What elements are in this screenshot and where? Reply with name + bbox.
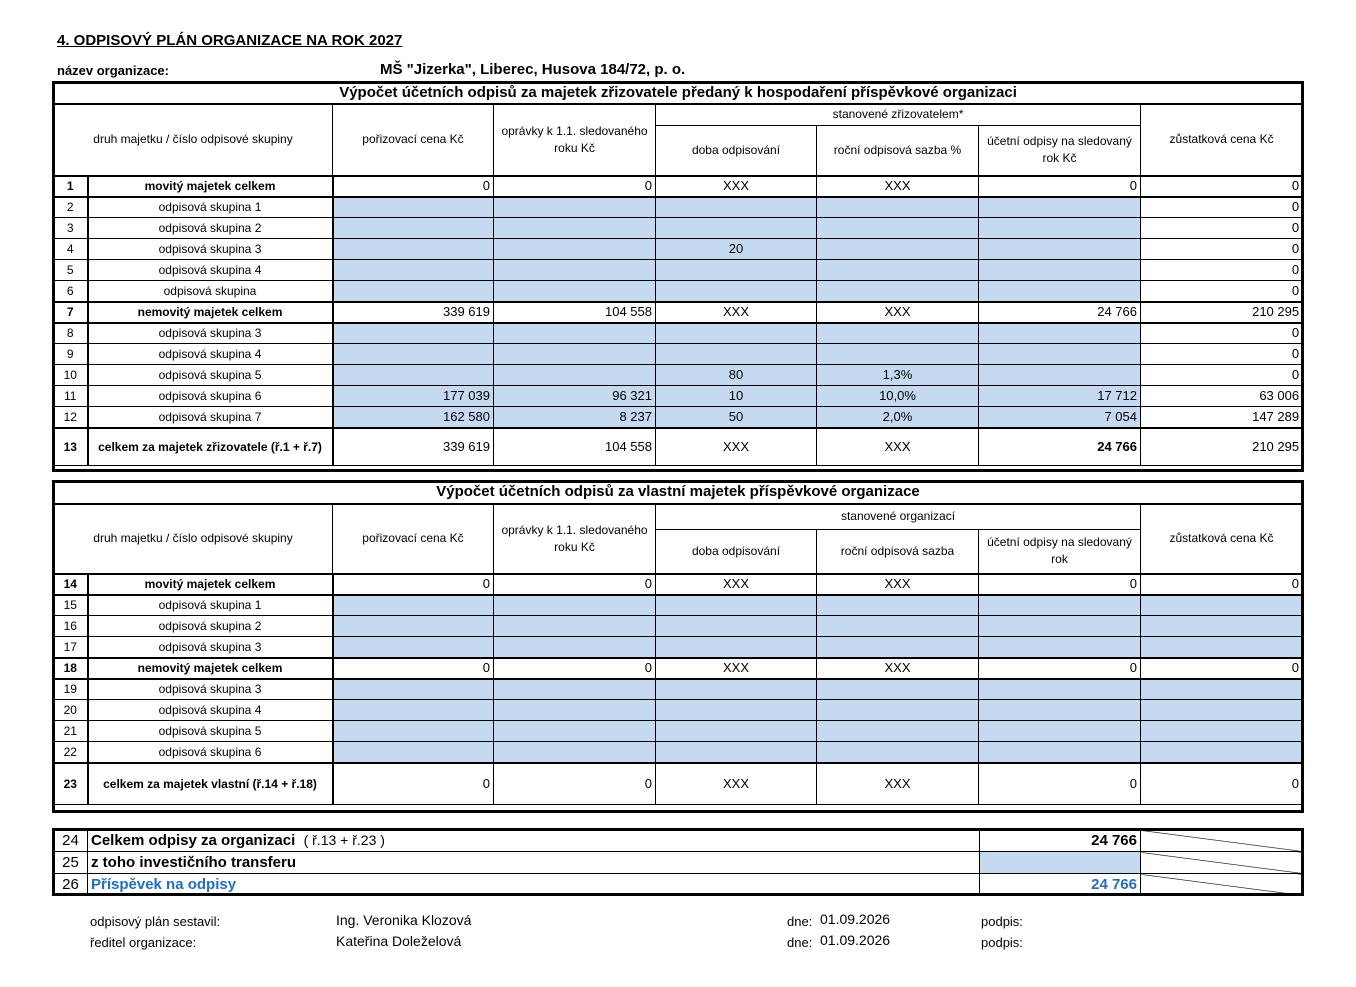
cost-cell[interactable]: [333, 197, 494, 218]
residual-cell: 0: [1141, 763, 1303, 805]
table-row: [54, 197, 1303, 218]
row-number: 18: [54, 658, 88, 679]
depreciation-cell[interactable]: [494, 616, 656, 637]
row-number: 15: [54, 595, 88, 616]
depreciation-cell[interactable]: [494, 323, 656, 344]
period-cell: XXX: [656, 176, 817, 197]
rate-cell[interactable]: [817, 239, 979, 260]
period-cell[interactable]: [656, 595, 817, 616]
period-cell[interactable]: [656, 637, 817, 658]
annual-cell: 24 766: [979, 428, 1141, 466]
cost-cell[interactable]: [333, 616, 494, 637]
table-row: [54, 260, 1303, 281]
table-row: [54, 323, 1303, 344]
residual-cell: 0: [1141, 365, 1303, 386]
rate-cell: XXX: [817, 763, 979, 805]
table-row: [54, 721, 1303, 742]
rate-cell[interactable]: [817, 700, 979, 721]
annual-cell[interactable]: [979, 700, 1141, 721]
residual-cell: 0: [1141, 176, 1303, 197]
cost-cell[interactable]: [333, 323, 494, 344]
row-label: odpisová skupina 1: [88, 197, 333, 218]
table-row: [54, 218, 1303, 239]
cost-cell[interactable]: [333, 679, 494, 700]
residual-cell: 0: [1141, 239, 1303, 260]
annual-cell[interactable]: [979, 365, 1141, 386]
period-cell[interactable]: [656, 281, 817, 302]
cost-cell[interactable]: [333, 365, 494, 386]
period-cell[interactable]: [656, 742, 817, 763]
row-label: movitý majetek celkem: [88, 176, 333, 197]
period-cell: XXX: [656, 658, 817, 679]
depreciation-cell[interactable]: [494, 218, 656, 239]
summary-contribution-label: Příspěvek na odpisy: [88, 874, 980, 896]
prepared-by-label: odpisový plán sestavil:: [90, 914, 221, 929]
cost-cell[interactable]: 177 039: [333, 386, 494, 407]
residual-cell: 0: [1141, 218, 1303, 239]
period-cell[interactable]: [656, 721, 817, 742]
col-period-header: doba odpisování: [656, 126, 817, 176]
table-row: [54, 386, 1303, 407]
row-number: 5: [54, 260, 88, 281]
rate-cell: XXX: [817, 574, 979, 595]
residual-cell[interactable]: [1141, 637, 1303, 658]
cost-cell[interactable]: 162 580: [333, 407, 494, 428]
annual-cell[interactable]: [979, 742, 1141, 763]
rate-cell[interactable]: [817, 218, 979, 239]
col-dep-header: oprávky k 1.1. sledovaného roku Kč: [494, 504, 656, 574]
row-label: odpisová skupina 4: [88, 700, 333, 721]
table-row: [54, 428, 1303, 466]
summary-total-value: 24 766: [980, 830, 1141, 852]
table-row: [54, 281, 1303, 302]
row-number: 21: [54, 721, 88, 742]
period-cell[interactable]: 20: [656, 239, 817, 260]
rate-cell: XXX: [817, 302, 979, 323]
annual-cell[interactable]: [979, 344, 1141, 365]
org-label: název organizace:: [57, 63, 169, 78]
cost-cell[interactable]: [333, 281, 494, 302]
crossed-cell: [1141, 830, 1303, 852]
cost-cell: 0: [333, 763, 494, 805]
period-cell[interactable]: [656, 197, 817, 218]
row-label: nemovitý majetek celkem: [88, 658, 333, 679]
row-label: movitý majetek celkem: [88, 574, 333, 595]
depreciation-cell: 104 558: [494, 428, 656, 466]
residual-cell[interactable]: [1141, 742, 1303, 763]
depreciation-cell: 0: [494, 176, 656, 197]
signature-label: podpis:: [981, 914, 1023, 929]
period-cell[interactable]: 10: [656, 386, 817, 407]
rate-cell[interactable]: [817, 679, 979, 700]
period-cell[interactable]: [656, 700, 817, 721]
page-title: 4. ODPISOVÝ PLÁN ORGANIZACE NA ROK 2027: [57, 32, 403, 49]
depreciation-cell: 0: [494, 658, 656, 679]
rate-cell[interactable]: [817, 721, 979, 742]
annual-cell: 24 766: [979, 302, 1141, 323]
annual-cell[interactable]: [979, 616, 1141, 637]
residual-cell[interactable]: [1141, 700, 1303, 721]
depreciation-cell[interactable]: [494, 679, 656, 700]
residual-cell[interactable]: [1141, 616, 1303, 637]
row-label: nemovitý majetek celkem: [88, 302, 333, 323]
row-number: 20: [54, 700, 88, 721]
crossed-cell: [1141, 852, 1303, 874]
col-group-header: stanovené organizací: [656, 504, 1141, 530]
depreciation-cell[interactable]: [494, 281, 656, 302]
annual-cell[interactable]: 17 712: [979, 386, 1141, 407]
period-cell[interactable]: [656, 679, 817, 700]
summary-transfer-value[interactable]: [980, 852, 1141, 874]
annual-cell: 0: [979, 658, 1141, 679]
col-type-header: druh majetku / číslo odpisové skupiny: [54, 104, 333, 176]
director-label: ředitel organizace:: [90, 935, 197, 950]
row-label: celkem za majetek vlastní (ř.14 + ř.18): [88, 763, 333, 805]
cost-cell[interactable]: [333, 218, 494, 239]
row-number: 1: [54, 176, 88, 197]
row-number: 7: [54, 302, 88, 323]
row-label: odpisová skupina 5: [88, 721, 333, 742]
signature-label: podpis:: [981, 935, 1023, 950]
row-number: 12: [54, 407, 88, 428]
annual-cell[interactable]: [979, 260, 1141, 281]
rate-cell[interactable]: 10,0%: [817, 386, 979, 407]
period-cell[interactable]: [656, 323, 817, 344]
cost-cell[interactable]: [333, 239, 494, 260]
depreciation-cell[interactable]: [494, 260, 656, 281]
col-rate-header: roční odpisová sazba: [817, 530, 979, 574]
annual-cell: 0: [979, 763, 1141, 805]
annual-cell[interactable]: [979, 218, 1141, 239]
period-cell[interactable]: 80: [656, 365, 817, 386]
cost-cell[interactable]: [333, 344, 494, 365]
row-number: 24: [54, 830, 88, 852]
period-cell: XXX: [656, 302, 817, 323]
col-rate-header: roční odpisová sazba %: [817, 126, 979, 176]
table-row: [54, 239, 1303, 260]
col-residual-header: zůstatková cena Kč: [1141, 104, 1303, 176]
summary-transfer-label: z toho investičního transferu: [88, 852, 980, 874]
depreciation-cell[interactable]: [494, 721, 656, 742]
residual-cell: 0: [1141, 344, 1303, 365]
depreciation-cell[interactable]: [494, 700, 656, 721]
cost-cell[interactable]: [333, 700, 494, 721]
depreciation-cell[interactable]: [494, 637, 656, 658]
row-number: 26: [54, 874, 88, 896]
residual-cell[interactable]: [1141, 595, 1303, 616]
residual-cell: 0: [1141, 260, 1303, 281]
rate-cell[interactable]: [817, 323, 979, 344]
director-name: Kateřina Doleželová: [336, 933, 462, 949]
summary-table: [53, 829, 1303, 896]
annual-cell: 0: [979, 176, 1141, 197]
row-number: 9: [54, 344, 88, 365]
rate-cell[interactable]: [817, 637, 979, 658]
rate-cell[interactable]: [817, 595, 979, 616]
annual-cell[interactable]: [979, 323, 1141, 344]
row-number: 8: [54, 323, 88, 344]
rate-cell: XXX: [817, 658, 979, 679]
residual-cell[interactable]: [1141, 679, 1303, 700]
period-cell: XXX: [656, 574, 817, 595]
residual-cell: 147 289: [1141, 407, 1303, 428]
row-number: 3: [54, 218, 88, 239]
rate-cell[interactable]: 2,0%: [817, 407, 979, 428]
residual-cell: 63 006: [1141, 386, 1303, 407]
date-label: dne:: [787, 914, 813, 929]
row-number: 11: [54, 386, 88, 407]
table-row: [54, 344, 1303, 365]
depreciation-cell[interactable]: [494, 595, 656, 616]
residual-cell: 0: [1141, 574, 1303, 595]
col-dep-header: oprávky k 1.1. sledovaného roku Kč: [494, 104, 656, 176]
crossed-cell: [1141, 874, 1303, 896]
col-residual-header: zůstatková cena Kč: [1141, 504, 1303, 574]
depreciation-cell: 0: [494, 763, 656, 805]
table-row: [54, 595, 1303, 616]
col-cost-header: pořizovací cena Kč: [333, 504, 494, 574]
residual-cell: 210 295: [1141, 428, 1303, 466]
col-group-header: stanovené zřizovatelem*: [656, 104, 1141, 126]
cost-cell[interactable]: [333, 721, 494, 742]
rate-cell[interactable]: 1,3%: [817, 365, 979, 386]
period-cell[interactable]: [656, 344, 817, 365]
table-row: [54, 700, 1303, 721]
col-period-header: doba odpisování: [656, 530, 817, 574]
row-label: odpisová skupina: [88, 281, 333, 302]
period-cell[interactable]: [656, 218, 817, 239]
org-name: MŠ "Jizerka", Liberec, Husova 184/72, p. o.: [380, 61, 686, 78]
table-row: [54, 616, 1303, 637]
depreciation-cell[interactable]: 8 237: [494, 407, 656, 428]
founder-assets-table: [53, 82, 1303, 466]
depreciation-cell[interactable]: [494, 344, 656, 365]
depreciation-cell[interactable]: [494, 365, 656, 386]
depreciation-cell[interactable]: [494, 197, 656, 218]
row-number: 14: [54, 574, 88, 595]
row-number: 19: [54, 679, 88, 700]
cost-cell[interactable]: [333, 742, 494, 763]
cost-cell[interactable]: [333, 637, 494, 658]
row-label: odpisová skupina 4: [88, 344, 333, 365]
table-row: [54, 637, 1303, 658]
row-number: 6: [54, 281, 88, 302]
table1-heading: Výpočet účetních odpisů za majetek zřizovatele předaný k hospodaření příspěvkové organizaci: [54, 83, 1303, 104]
table-row: [54, 407, 1303, 428]
summary-total-label: Celkem odpisy za organizaci ( ř.13 + ř.23 ): [88, 830, 980, 852]
row-label: odpisová skupina 7: [88, 407, 333, 428]
rate-cell[interactable]: [817, 616, 979, 637]
period-cell: XXX: [656, 428, 817, 466]
col-annual-header: účetní odpisy na sledovaný rok Kč: [979, 126, 1141, 176]
cost-cell: 0: [333, 574, 494, 595]
annual-cell[interactable]: [979, 637, 1141, 658]
row-label: odpisová skupina 6: [88, 742, 333, 763]
depreciation-cell[interactable]: [494, 239, 656, 260]
col-type-header: druh majetku / číslo odpisové skupiny: [54, 504, 333, 574]
table-row: [54, 365, 1303, 386]
col-cost-header: pořizovací cena Kč: [333, 104, 494, 176]
own-assets-table: [53, 481, 1303, 805]
row-number: 16: [54, 616, 88, 637]
date-value: 01.09.2026: [820, 932, 891, 948]
row-label: odpisová skupina 3: [88, 637, 333, 658]
row-label: odpisová skupina 4: [88, 260, 333, 281]
cost-cell: 339 619: [333, 302, 494, 323]
table-row: [54, 302, 1303, 323]
row-label: celkem za majetek zřizovatele (ř.1 + ř.7): [88, 428, 333, 466]
rate-cell: XXX: [817, 176, 979, 197]
rate-cell[interactable]: [817, 344, 979, 365]
row-label: odpisová skupina 2: [88, 218, 333, 239]
table-row: [54, 574, 1303, 595]
row-number: 22: [54, 742, 88, 763]
table-row: [54, 679, 1303, 700]
annual-cell[interactable]: [979, 679, 1141, 700]
residual-cell: 0: [1141, 658, 1303, 679]
row-number: 2: [54, 197, 88, 218]
row-number: 17: [54, 637, 88, 658]
summary-contribution-value: 24 766: [980, 874, 1141, 896]
row-label: odpisová skupina 3: [88, 239, 333, 260]
annual-cell[interactable]: [979, 239, 1141, 260]
table2-heading: Výpočet účetních odpisů za vlastní majetek příspěvkové organizace: [54, 482, 1303, 504]
depreciation-cell[interactable]: 96 321: [494, 386, 656, 407]
period-cell[interactable]: [656, 260, 817, 281]
residual-cell: 0: [1141, 197, 1303, 218]
residual-cell[interactable]: [1141, 721, 1303, 742]
rate-cell[interactable]: [817, 260, 979, 281]
residual-cell: 0: [1141, 323, 1303, 344]
rate-cell: XXX: [817, 428, 979, 466]
row-number: 25: [54, 852, 88, 874]
period-cell[interactable]: [656, 616, 817, 637]
cost-cell[interactable]: [333, 260, 494, 281]
depreciation-cell: 104 558: [494, 302, 656, 323]
annual-cell[interactable]: [979, 197, 1141, 218]
annual-cell[interactable]: [979, 595, 1141, 616]
row-label: odpisová skupina 6: [88, 386, 333, 407]
date-value: 01.09.2026: [820, 911, 891, 927]
cost-cell: 0: [333, 658, 494, 679]
table-row: [54, 742, 1303, 763]
date-label: dne:: [787, 935, 813, 950]
rate-cell[interactable]: [817, 281, 979, 302]
row-label: odpisová skupina 3: [88, 679, 333, 700]
annual-cell[interactable]: [979, 721, 1141, 742]
prepared-by-name: Ing. Veronika Klozová: [336, 912, 472, 928]
table-row: [54, 763, 1303, 805]
annual-cell[interactable]: 7 054: [979, 407, 1141, 428]
residual-cell: 0: [1141, 281, 1303, 302]
period-cell[interactable]: 50: [656, 407, 817, 428]
row-number: 13: [54, 428, 88, 466]
rate-cell[interactable]: [817, 197, 979, 218]
table-row: [54, 176, 1303, 197]
col-annual-header: účetní odpisy na sledovaný rok: [979, 530, 1141, 574]
depreciation-cell: 0: [494, 574, 656, 595]
cost-cell: 339 619: [333, 428, 494, 466]
annual-cell[interactable]: [979, 281, 1141, 302]
depreciation-cell[interactable]: [494, 742, 656, 763]
cost-cell[interactable]: [333, 595, 494, 616]
row-label: odpisová skupina 2: [88, 616, 333, 637]
period-cell: XXX: [656, 763, 817, 805]
row-label: odpisová skupina 1: [88, 595, 333, 616]
row-number: 4: [54, 239, 88, 260]
row-label: odpisová skupina 5: [88, 365, 333, 386]
residual-cell: 210 295: [1141, 302, 1303, 323]
rate-cell[interactable]: [817, 742, 979, 763]
row-label: odpisová skupina 3: [88, 323, 333, 344]
cost-cell: 0: [333, 176, 494, 197]
table-row: [54, 658, 1303, 679]
row-number: 10: [54, 365, 88, 386]
row-number: 23: [54, 763, 88, 805]
annual-cell: 0: [979, 574, 1141, 595]
